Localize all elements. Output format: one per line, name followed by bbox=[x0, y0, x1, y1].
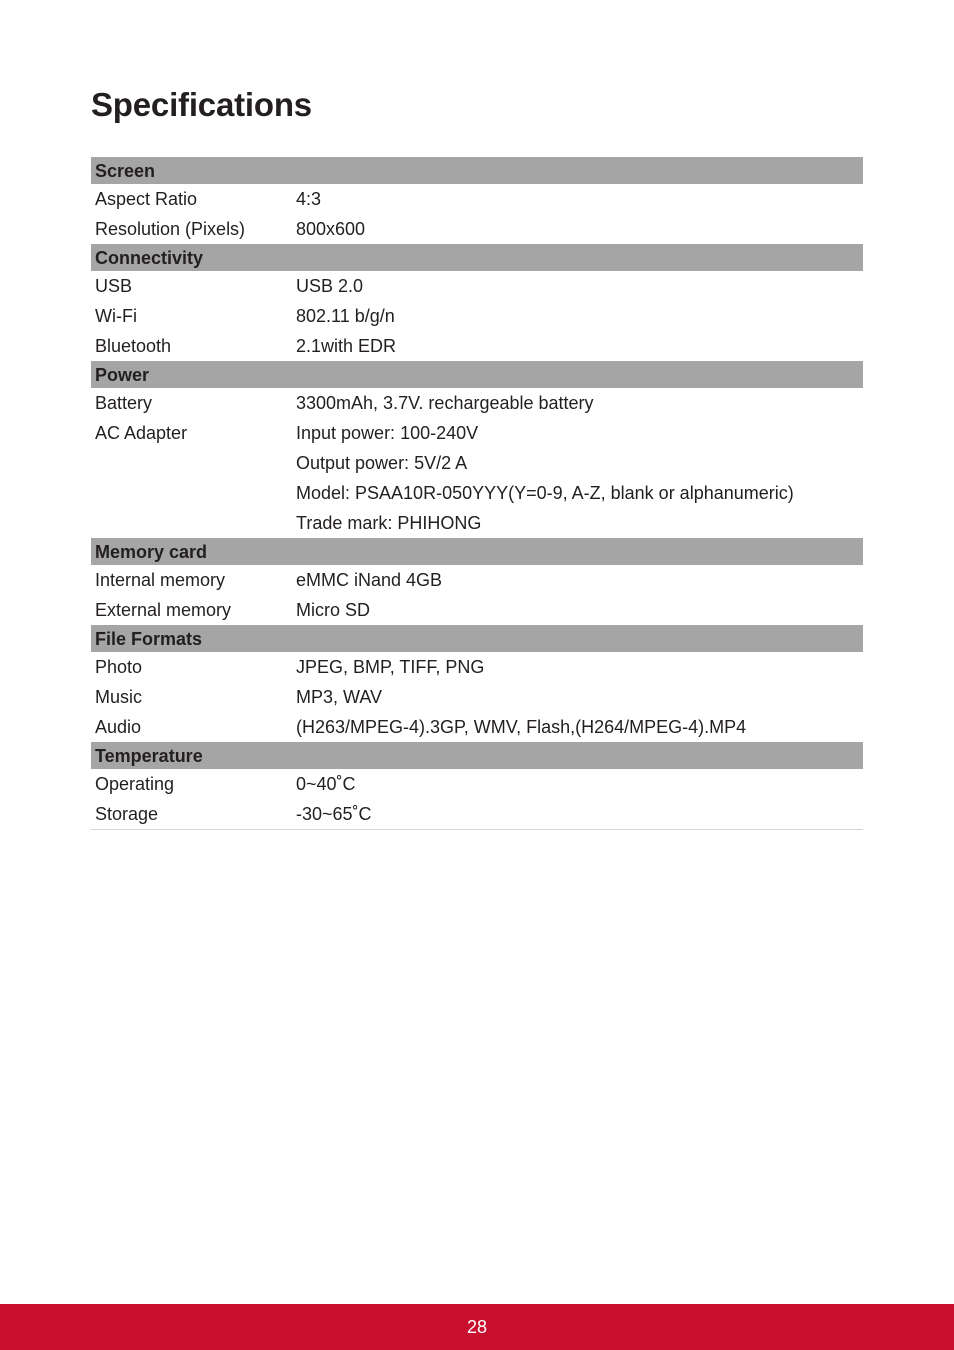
spec-label bbox=[91, 448, 296, 478]
spec-label: Operating bbox=[95, 774, 175, 794]
page-number: 28 bbox=[466, 1317, 488, 1337]
spec-value: JPEG, BMP, TIFF, PNG bbox=[296, 657, 485, 677]
spec-row bbox=[91, 769, 863, 799]
spec-row bbox=[91, 799, 863, 829]
spec-label: Photo bbox=[95, 657, 143, 677]
spec-label bbox=[91, 508, 296, 538]
spec-row bbox=[91, 388, 863, 418]
section-header-memory-card: Memory card bbox=[91, 538, 863, 565]
section-header-power: Power bbox=[91, 361, 863, 388]
spec-value: eMMC iNand 4GB bbox=[296, 570, 443, 590]
spec-label: Storage bbox=[95, 804, 159, 824]
spec-value: 3300mAh, 3.7V. rechargeable battery bbox=[296, 393, 594, 413]
spec-label: Music bbox=[95, 687, 143, 707]
spec-label: Aspect Ratio bbox=[95, 189, 198, 209]
spec-row bbox=[91, 184, 863, 214]
spec-value: Output power: 5V/2 A bbox=[296, 453, 468, 473]
spec-row bbox=[91, 682, 863, 712]
spec-value: 4:3 bbox=[296, 189, 322, 209]
spec-label: Wi-Fi bbox=[95, 306, 137, 326]
spec-value: Micro SD bbox=[296, 600, 371, 620]
spec-row bbox=[91, 565, 863, 595]
spec-label: Bluetooth bbox=[95, 336, 172, 356]
spec-row bbox=[91, 652, 863, 682]
spec-label bbox=[91, 478, 296, 508]
spec-row bbox=[91, 508, 863, 538]
spec-value: Model: PSAA10R-050YYY(Y=0-9, A-Z, blank or alphanumeric) bbox=[296, 483, 794, 503]
section-header-connectivity: Connectivity bbox=[91, 244, 863, 271]
page-title: Specifications bbox=[91, 86, 312, 123]
spec-value: USB 2.0 bbox=[296, 276, 364, 296]
spec-row bbox=[91, 331, 863, 361]
spec-value: 0~40˚C bbox=[296, 774, 356, 794]
spec-value: MP3, WAV bbox=[296, 687, 383, 707]
spec-value: -30~65˚C bbox=[296, 804, 372, 824]
spec-label: Battery bbox=[95, 393, 153, 413]
spec-row bbox=[91, 214, 863, 244]
spec-value: Trade mark: PHIHONG bbox=[296, 513, 482, 533]
spec-row bbox=[91, 478, 863, 508]
spec-label: Audio bbox=[95, 717, 142, 737]
spec-value: (H263/MPEG-4).3GP, WMV, Flash,(H264/MPEG-4).MP4 bbox=[296, 717, 747, 737]
spec-value: Input power: 100-240V bbox=[296, 423, 479, 443]
footer-bar bbox=[0, 1304, 954, 1350]
spec-row bbox=[91, 418, 863, 448]
spec-value: 800x600 bbox=[296, 219, 366, 239]
spec-label: USB bbox=[95, 276, 133, 296]
spec-row bbox=[91, 448, 863, 478]
spec-row bbox=[91, 301, 863, 331]
spec-label: Internal memory bbox=[95, 570, 226, 590]
section-header-screen: Screen bbox=[91, 157, 863, 184]
spec-value: 802.11 b/g/n bbox=[296, 306, 395, 326]
spec-label: Resolution (Pixels) bbox=[95, 219, 246, 239]
spec-row bbox=[91, 271, 863, 301]
spec-label: AC Adapter bbox=[95, 423, 188, 443]
spec-value: 2.1with EDR bbox=[296, 336, 397, 356]
spec-row bbox=[91, 595, 863, 625]
spec-table bbox=[91, 157, 863, 830]
section-header-temperature: Temperature bbox=[91, 742, 863, 769]
section-header-file-formats: File Formats bbox=[91, 625, 863, 652]
spec-row bbox=[91, 712, 863, 742]
spec-label: External memory bbox=[95, 600, 232, 620]
